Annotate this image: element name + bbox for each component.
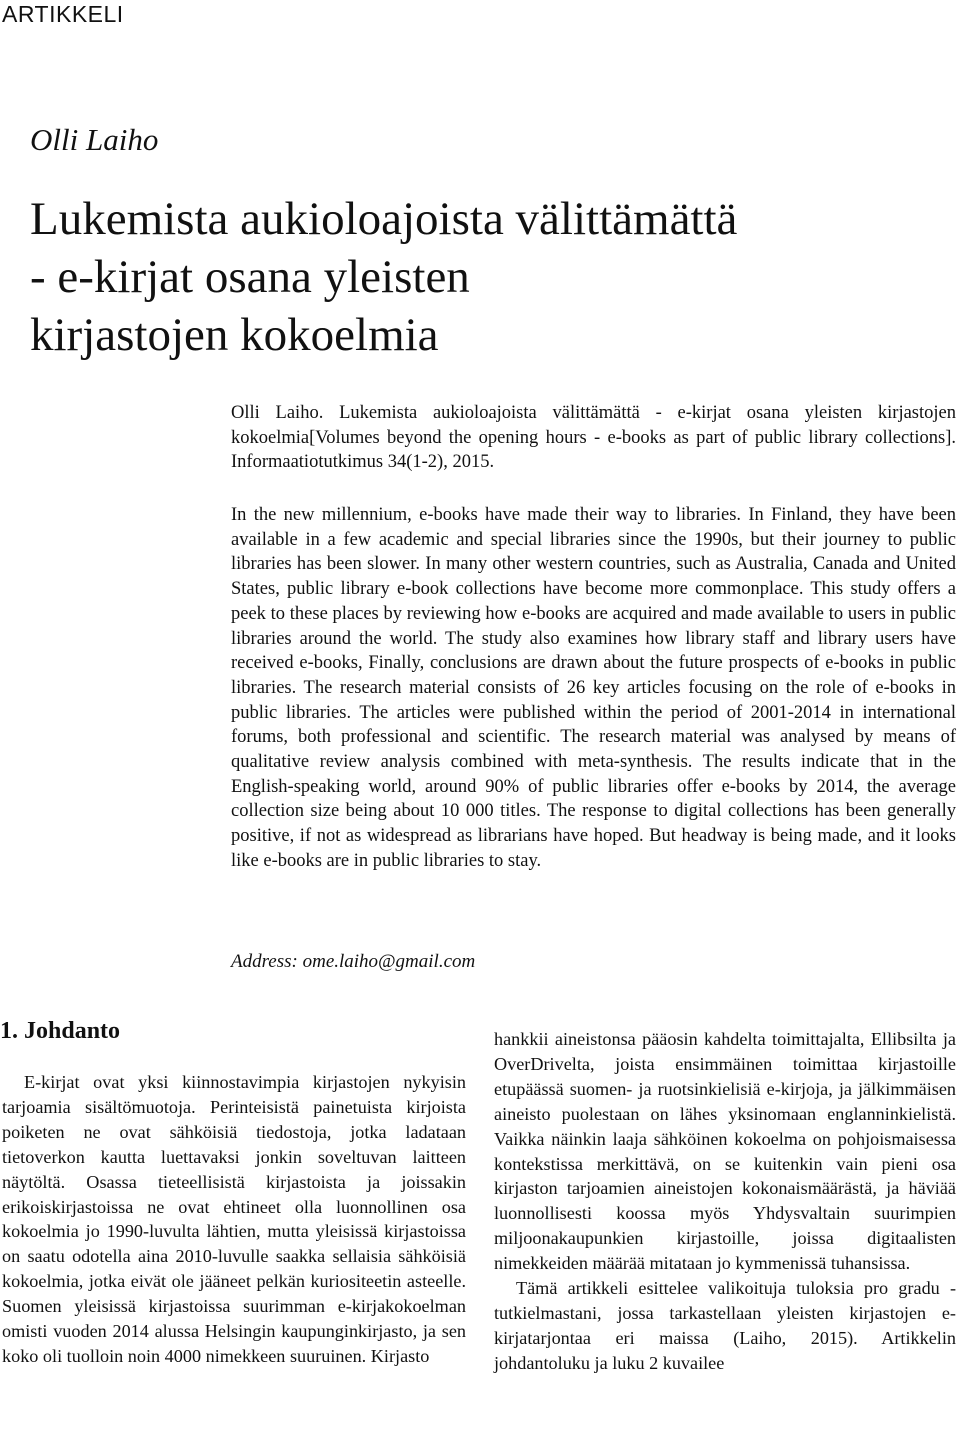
- body-paragraph: hankkii aineistonsa pääosin kahdelta toimittajalta, Ellibsilta ja OverDrivelta, joista ensimmäinen toimittaa kirjastoille etupäässä suomen- ja ruotsinkielisiä e-kirjoja, ja jälkimmäisen aineisto puolestaan on lähes yksinomaan englanninkielistä. Vaikka näinkin laaja sähköinen kokoelma on pohjoismaisessa kontekstissa merkittävä, on se kuitenkin vain pieni osa kirjaston tarjoamien aineistojen kokonaismäärästä, ja häviää luonnollisesti koossa myös Yhdysvaltain suurimpien miljoonakaupunkien kirjastoille, joissa digitaalisten nimekkeiden määrää mitataan jo kymmenissä tuhansissa.: [494, 1029, 956, 1274]
- title-line-1: Lukemista aukioloajoista välittämättä: [30, 193, 738, 245]
- body-column-left: [2, 1070, 466, 1369]
- title-line-2: - e-kirjat osana yleisten: [30, 251, 470, 303]
- title-line-3: kirjastojen kokoelmia: [30, 309, 439, 361]
- abstract: In the new millennium, e-books have made their way to libraries. In Finland, they have been available in a few academic and special libraries since the 1990s, but their journey to public libraries has been slower. In many other western countries, such as Australia, Canada and United States, public library e-book collections have become more commonplace. This study offers a peek to these places by reviewing how e-books are acquired and made available to users in public libraries around the world. The study also examines how library staff and library users have received e-books, Finally, conclusions are drawn about the future prospects of e-books in public libraries. The research material consists of 26 key articles focusing on the role of e-books in public libraries. The articles were published within the period of 2001-2014 in international forums, both professional and scientific. The research material was analysed by means of qualitative review analysis combined with meta-synthesis. The results indicate that in the English-speaking world, around 90% of public libraries offer e-books by 2014, the average collection size being about 10 000 titles. The response to digital collections has been generally positive, if not as widespread as librarians have hoped. But headway is being made, and it looks like e-books are in public libraries to stay.: [231, 505, 956, 871]
- citation: Olli Laiho. Lukemista aukioloajoista välittämättä - e-kirjat osana yleisten kirjastojen kokoelmia[Volumes beyond the opening hours - e-books as part of public library collections]. Informaatiotutkimus 34(1-2), 2015.: [231, 403, 956, 473]
- author-address: Address: ome.laiho@gmail.com: [231, 951, 476, 972]
- section-heading: 1. Johdanto: [0, 1018, 121, 1044]
- section-label: ARTIKKELI: [2, 1, 124, 27]
- article-author: Olli Laiho: [30, 122, 159, 157]
- body-paragraph: E-kirjat ovat yksi kiinnostavimpia kirjastojen nykyisin tarjoamia sisältömuotoja. Perinteisistä painetuista kirjoista poiketen ne ovat sähköisiä tiedostoja, jotka ladataan tietoverkon kautta luettavaksi jonkin soveltuvan laitteen näytöltä. Osassa tieteellisistä kirjastoista ja joissakin erikoiskirjastoissa ne ovat ehtineet olla luonnollinen osa kokoelmia jo 1990-luvulta lähtien, mutta yleisissä kirjastoissa on saatu odotella aina 2010-luvulle saakka sellaisia sähköisiä kokoelmia, jotka eivät ole jääneet pelkän kuriositeetin asteelle. Suomen yleisissä kirjastoissa suurimman e-kirjakokoelman omisti vuoden 2014 alussa Helsingin kaupunginkirjasto, ja sen koko oli tuolloin noin 4000 nimekkeen suuruinen. Kirjasto: [2, 1072, 466, 1366]
- article-title: [30, 190, 930, 364]
- body-column-right: [494, 1027, 956, 1376]
- body-paragraph: Tämä artikkeli esittelee valikoituja tuloksia pro gradu -tutkielmastani, jossa tarkastellaan yleisten kirjastojen e-kirjatarjontaa eri maissa (Laiho, 2015). Artikkelin johdantoluku ja luku 2 kuvailee: [494, 1278, 956, 1373]
